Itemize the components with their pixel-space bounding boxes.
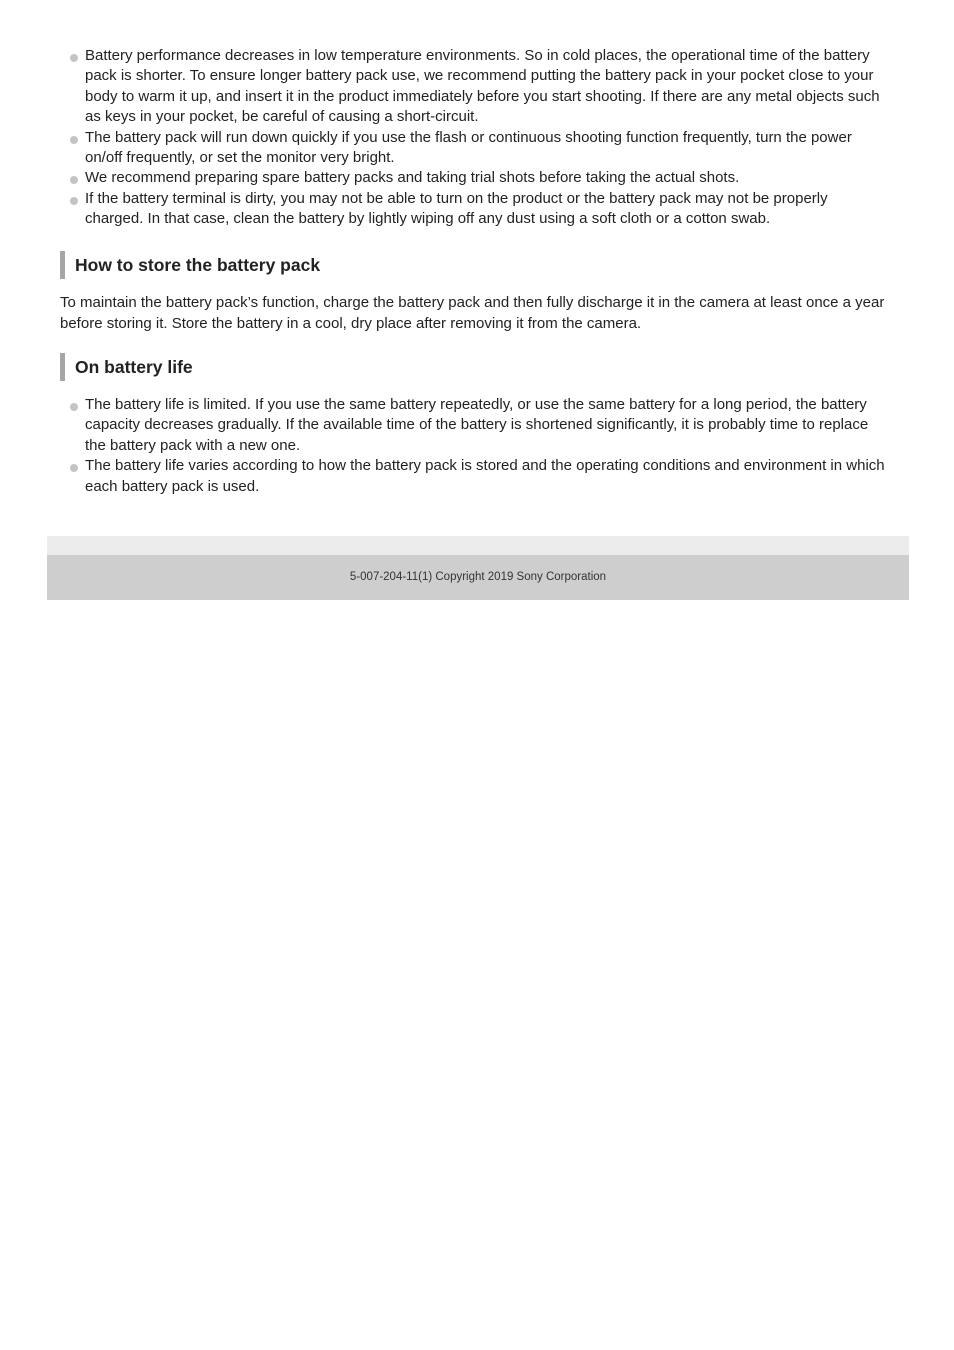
bullet-icon [70,136,78,144]
footer [47,555,909,600]
store-section-text: To maintain the battery pack’s function, charge the battery pack and then fully discharge it in the camera at least once a year before storing it. Store the battery in a cool, dry place after removing it from the camera. [60,294,885,332]
list-item-text: The battery pack will run down quickly if you use the flash or continuous shooting function frequently, turn the power on/off frequently, or set the monitor very bright. [85,128,852,167]
bullet-icon [70,464,78,472]
list-item-text: If the battery terminal is dirty, you may not be able to turn on the product or the battery pack may not be properly charged. In that case, clean the battery by lightly wiping off any dust using a soft cloth or a cotton swab. [85,189,828,228]
battery-notes-list [0,46,954,230]
battery-life-list [0,395,954,497]
list-item [0,128,954,169]
copyright-text: 5-007-204-11(1) Copyright 2019 Sony Corporation [349,571,607,583]
footer-divider [47,536,909,555]
list-item-text: Battery performance decreases in low temperature environments. So in cold places, the operational time of the battery pack is shorter. To ensure longer battery pack use, we recommend putting the battery pack in your pocket close to your body to warm it up, and insert it in the product immediately before you start shooting. If there are any metal objects such as keys in your pocket, be careful of causing a short-circuit. [85,47,880,126]
list-item-text: The battery life is limited. If you use the same battery repeatedly, or use the same battery for a long period, the battery capacity decreases gradually. If the available time of the battery is shortened significantly, it is probably time to replace the battery pack with a new one. [85,396,869,454]
bullet-icon [70,54,78,62]
list-item [0,168,954,188]
bullet-icon [70,176,78,184]
list-item-text: We recommend preparing spare battery packs and taking trial shots before taking the actual shots. [85,169,740,187]
bullet-icon [70,403,78,411]
life-section-heading: On battery life [60,353,193,381]
list-item [0,189,954,230]
list-item [0,395,954,456]
list-item [0,456,954,497]
store-section-heading: How to store the battery pack [60,251,320,279]
bullet-icon [70,197,78,205]
list-item [0,46,954,128]
list-item-text: The battery life varies according to how the battery pack is stored and the operating conditions and environment in which each battery pack is used. [85,457,885,495]
